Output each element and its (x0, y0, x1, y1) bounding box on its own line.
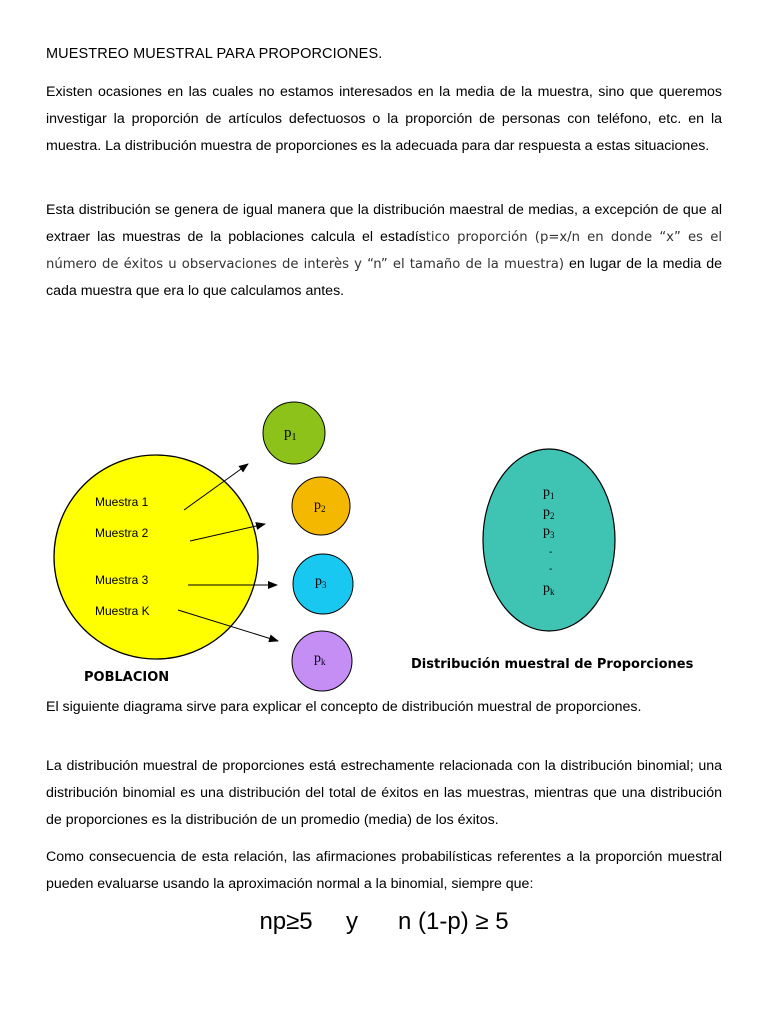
distribution-item-k: $p_k$ (543, 581, 555, 597)
sample-label-2: Muestra 2 (95, 526, 149, 540)
sample-label-3: Muestra 3 (95, 573, 149, 587)
paragraph-distribution-part-a: Esta distribución se genera de igual manera que la distribución maestral de medias, a excepción de que al extraer las muestras de la poblaciones calcula el estadís (46, 202, 722, 245)
proportion-label-3: $p_3$ (315, 574, 327, 590)
distribution-item-3: $p_3$ (543, 524, 555, 540)
paragraph-intro: Existen ocasiones en las cuales no estamos interesados en la media de la muestra, sino que queremos investigar la proporción de artículos defectuosos o la proporción de personas con teléfono, etc. en la muestra. La distribución muestra de proporciones es la adecuada para dar respuesta a estas situaciones. (46, 84, 722, 154)
paragraph-distribution-part-b: tico proporción (p=x/n en donde “x” es el número de éxitos u observaciones de interès y “n” el tamaño de la muestra) (46, 230, 722, 272)
distribution-ellipse (483, 449, 615, 631)
distribution-item-2: $p_2$ (543, 505, 555, 521)
distribution-item-dash-1: - (549, 547, 553, 558)
paragraph-distribution-part-c: en lugar de la media de cada muestra que era lo que calculamos antes. (46, 256, 722, 299)
paragraph-consequence: Como consecuencia de esta relación, las afirmaciones probabilísticas referentes a la proporción muestral pueden evaluarse usando la aproximación normal a la binomial, siempre que: (46, 849, 722, 892)
sampling-diagram (0, 380, 768, 700)
condition-formula: np≥5 y n (1-p) ≥ 5 (259, 908, 509, 935)
paragraph-binomial: La distribución muestral de proporciones está estrechamente relacionada con la distribución binomial; una distribución binomial es una distribución del total de éxitos en las muestras, mientras que una distribución de proporciones es la distribución de un promedio (media) de los éxitos. (46, 758, 722, 828)
paragraph-diagram-caption: El siguiente diagrama sirve para explicar el concepto de distribución muestral de proporciones. (46, 699, 642, 715)
distribution-item-1: $p_1$ (543, 485, 555, 501)
population-label: POBLACION (84, 670, 170, 685)
distribution-item-dash-2: - (549, 564, 553, 575)
proportion-label-1: $p_1$ (284, 425, 297, 443)
population-circle (54, 455, 258, 659)
distribution-label: Distribución muestral de Proporciones (411, 657, 694, 672)
sample-label-k: Muestra K (95, 604, 150, 618)
proportion-label-2: $p_2$ (314, 498, 326, 514)
sample-label-1: Muestra 1 (95, 495, 149, 509)
proportion-label-k: $p_k$ (314, 651, 326, 667)
document-title: MUESTREO MUESTRAL PARA PROPORCIONES. (46, 46, 383, 62)
paragraph-distribution (46, 197, 722, 305)
